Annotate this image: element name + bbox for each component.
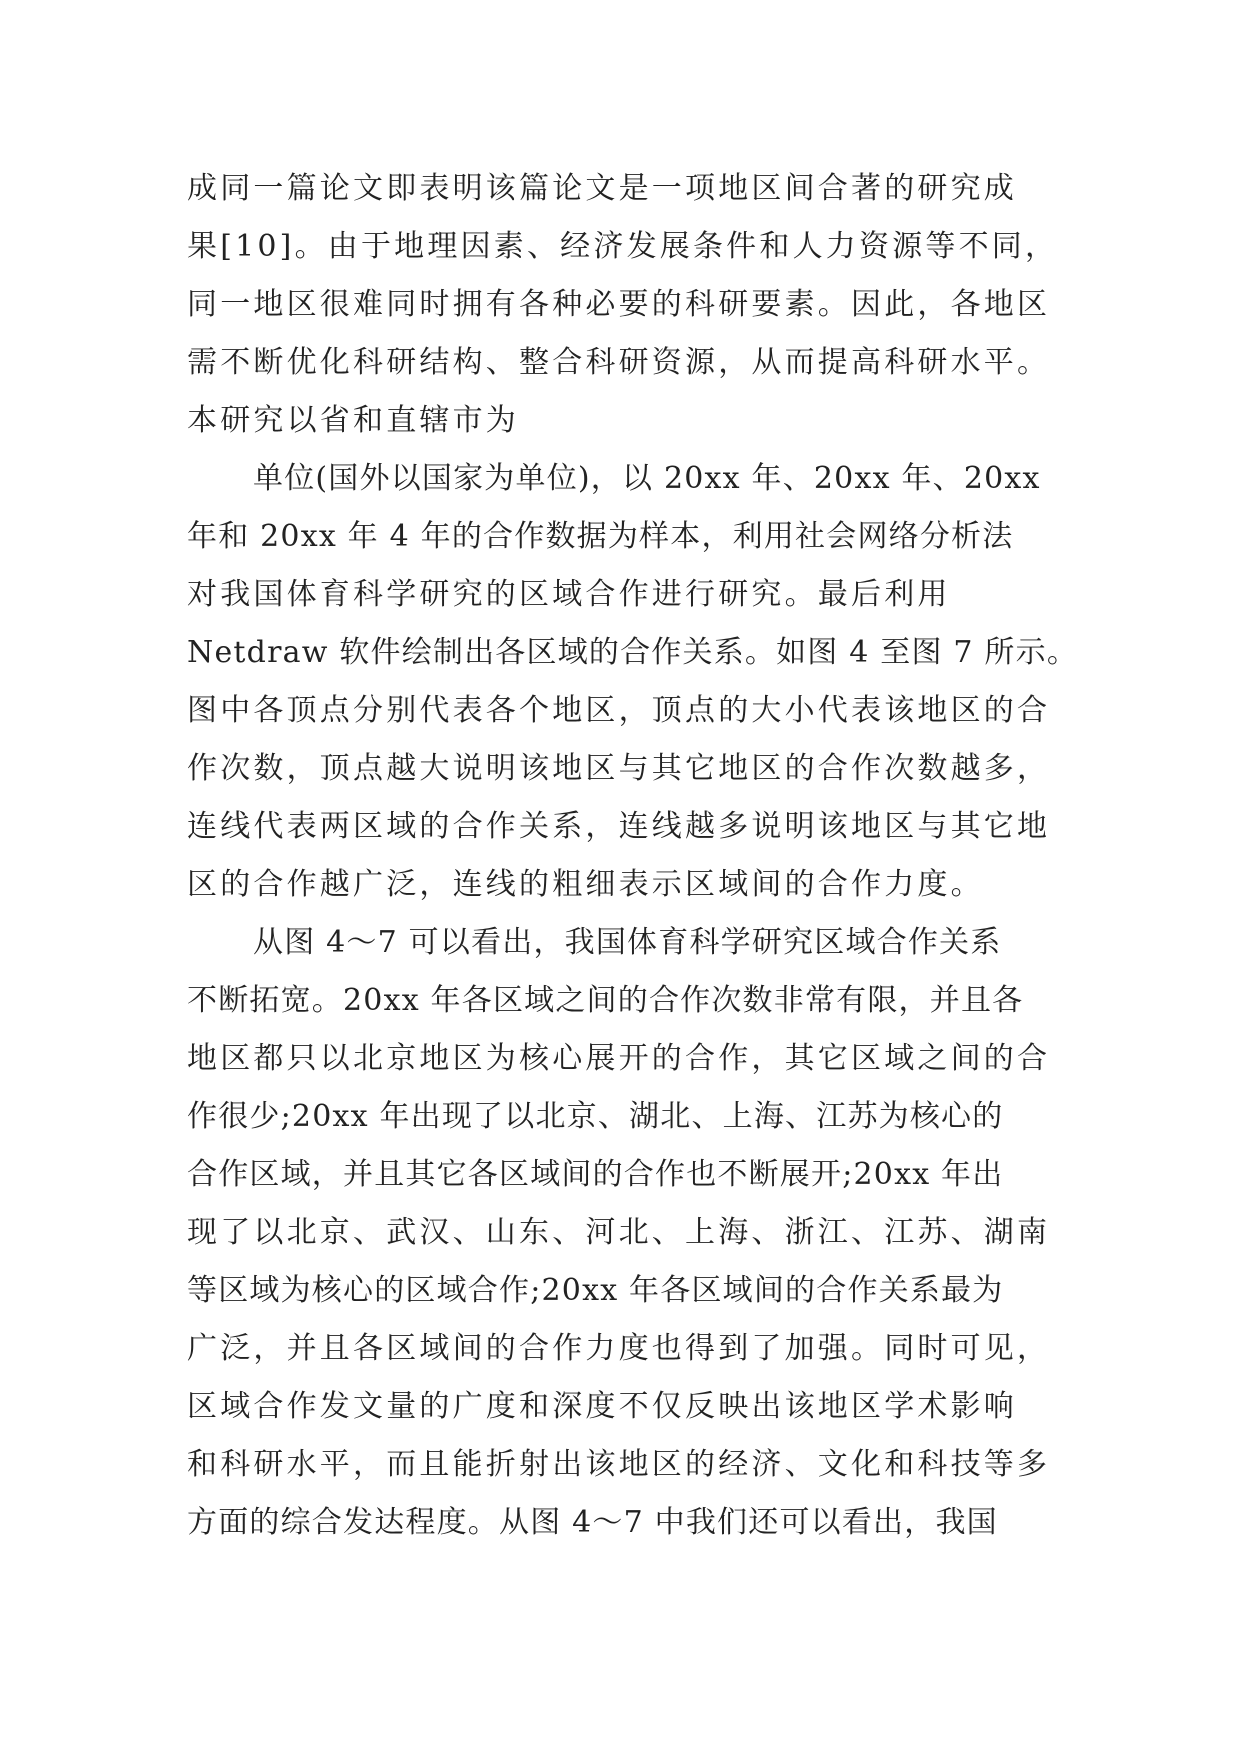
text-line: 同一地区很难同时拥有各种必要的科研要素。因此，各地区 xyxy=(187,287,1051,322)
text-line: 果[10]。由于地理因素、经济发展条件和人力资源等不同， xyxy=(187,229,1059,264)
text-line: 需不断优化科研结构、整合科研资源，从而提高科研水平。 xyxy=(187,345,1051,380)
text-line: 连线代表两区域的合作关系，连线越多说明该地区与其它地 xyxy=(187,809,1051,844)
text-line: 方面的综合发达程度。从图 4～7 中我们还可以看出，我国 xyxy=(187,1505,998,1540)
text-line: 区域合作发文量的广度和深度不仅反映出该地区学术影响 xyxy=(187,1389,1017,1424)
body-text xyxy=(187,160,1079,1552)
text-line: 不断拓宽。20xx 年各区域之间的合作次数非常有限，并且各 xyxy=(187,983,1024,1018)
text-line: 作次数，顶点越大说明该地区与其它地区的合作次数越多， xyxy=(187,751,1051,786)
text-line: 现了以北京、武汉、山东、河北、上海、浙江、江苏、湖南 xyxy=(187,1215,1051,1250)
text-line: 从图 4～7 可以看出，我国体育科学研究区域合作关系 xyxy=(253,925,1002,960)
text-line: 地区都只以北京地区为核心展开的合作，其它区域之间的合 xyxy=(187,1041,1051,1076)
text-line: 本研究以省和直辖市为 xyxy=(187,403,519,438)
text-line: 和科研水平，而且能折射出该地区的经济、文化和科技等多 xyxy=(187,1447,1051,1482)
text-line: 广泛，并且各区域间的合作力度也得到了加强。同时可见， xyxy=(187,1331,1051,1366)
text-line: 图中各顶点分别代表各个地区，顶点的大小代表该地区的合 xyxy=(187,693,1051,728)
text-line: 作很少;20xx 年出现了以北京、湖北、上海、江苏为核心的 xyxy=(187,1099,1004,1134)
text-line: 对我国体育科学研究的区域合作进行研究。最后利用 xyxy=(187,577,951,612)
text-line: 成同一篇论文即表明该篇论文是一项地区间合著的研究成 xyxy=(187,171,1017,206)
text-line: 区的合作越广泛，连线的粗细表示区域间的合作力度。 xyxy=(187,867,984,902)
text-line: 年和 20xx 年 4 年的合作数据为样本，利用社会网络分析法 xyxy=(187,519,1014,554)
text-line: 等区域为核心的区域合作;20xx 年各区域间的合作关系最为 xyxy=(187,1273,1004,1308)
text-line: 合作区域，并且其它各区域间的合作也不断展开;20xx 年出 xyxy=(187,1157,1004,1192)
text-line: 单位(国外以国家为单位)，以 20xx 年、20xx 年、20xx xyxy=(253,461,1041,496)
text-line: Netdraw 软件绘制出各区域的合作关系。如图 4 至图 7 所示。 xyxy=(187,635,1079,670)
